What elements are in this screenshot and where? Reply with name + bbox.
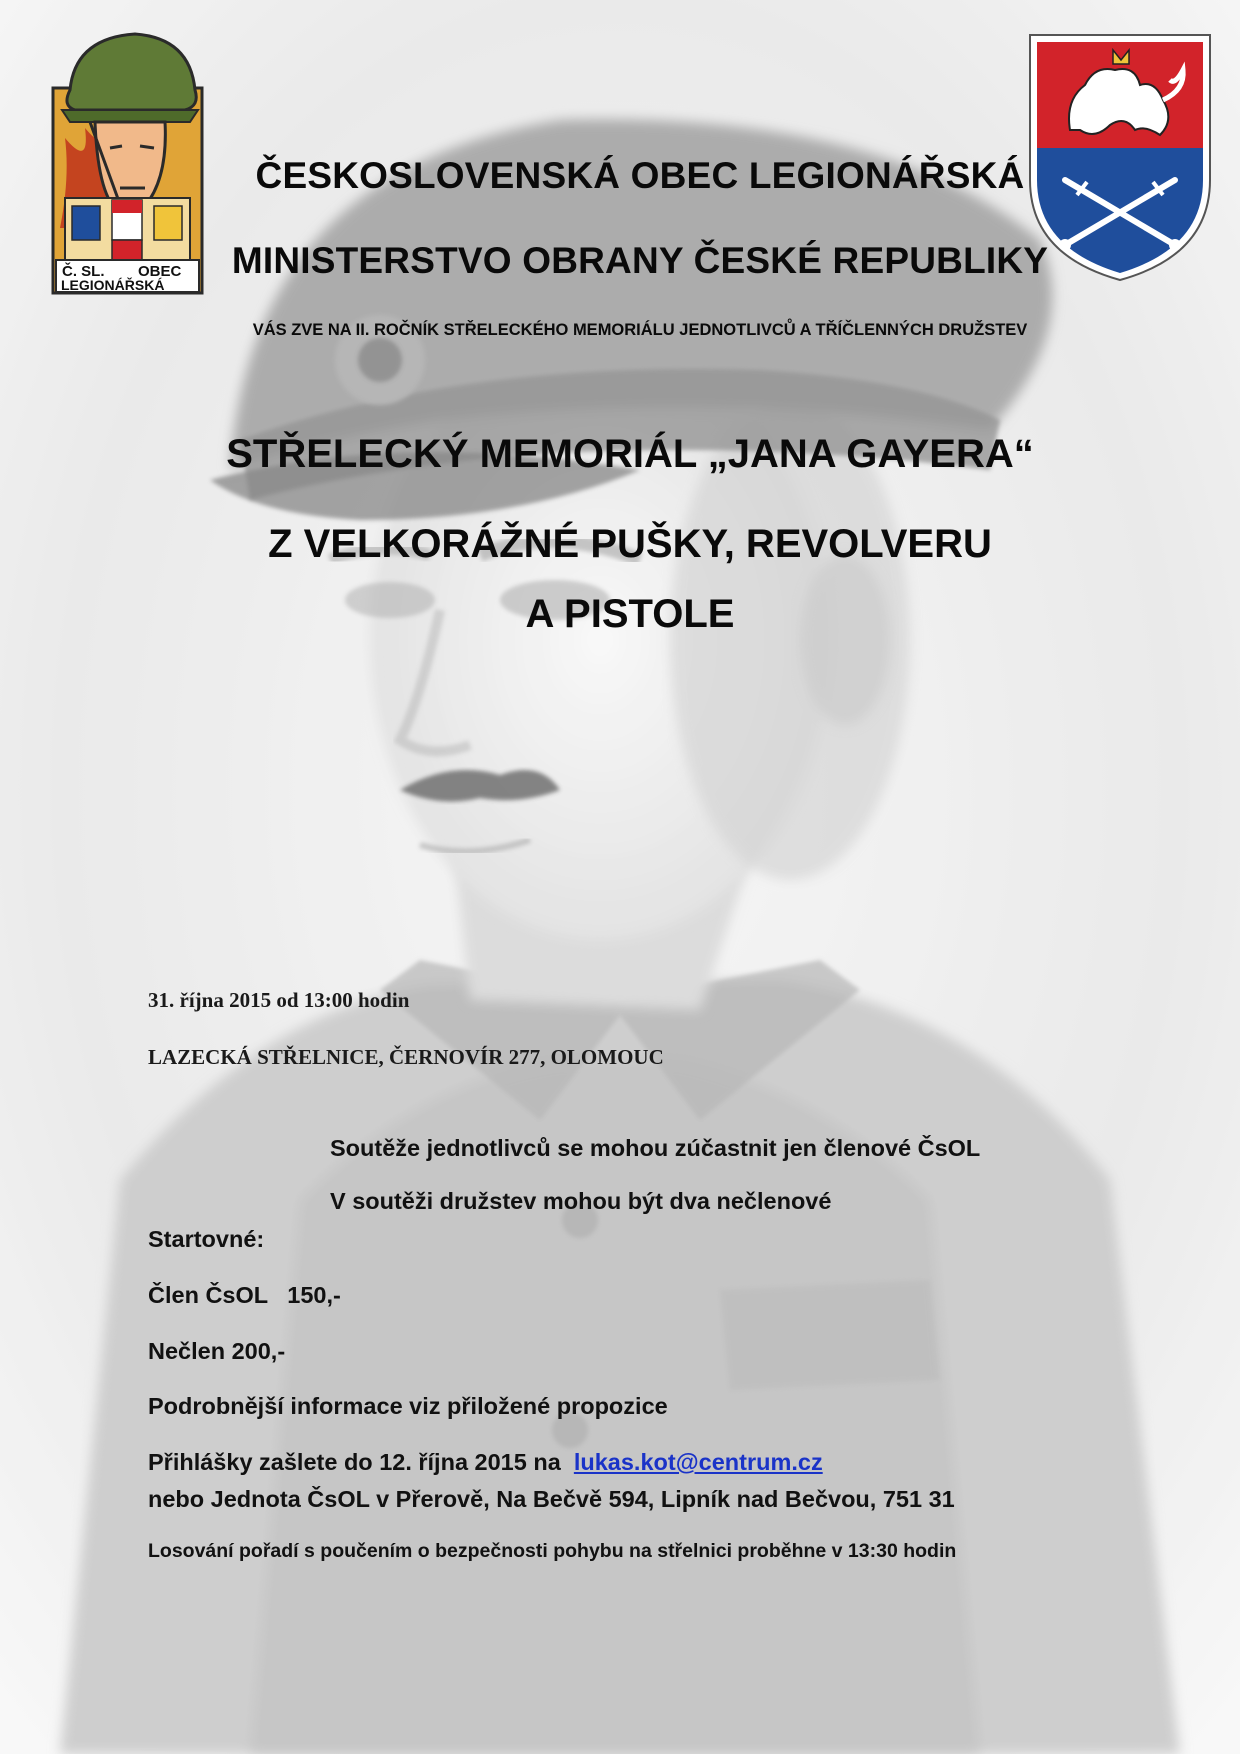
csol-logo-text-right: OBEC: [138, 263, 182, 280]
registration-line: [148, 1449, 823, 1476]
event-date: 31. října 2015 od 13:00 hodin: [148, 988, 410, 1012]
csol-logo-text-left: Č. SL.: [62, 263, 105, 280]
fee-non-member: Nečlen 200,-: [148, 1338, 286, 1364]
rule-teams: V soutěži družstev mohou být dva nečlenové: [330, 1188, 832, 1214]
fee-member: Člen ČsOL 150,-: [148, 1282, 341, 1308]
event-subtitle-line1: Z VELKORÁŽNÉ PUŠKY, REVOLVERU: [268, 522, 992, 566]
registration-prefix: Přihlášky zašlete do 12. října 2015 na: [148, 1449, 568, 1475]
event-title: STŘELECKÝ MEMORIÁL „JANA GAYERA“: [226, 432, 1034, 476]
event-subtitle-line2: A PISTOLE: [525, 592, 735, 636]
draw-note: Losování pořadí s poučením o bezpečnosti pohybu na střelnici proběhne v 13:30 hodin: [148, 1540, 957, 1562]
fee-heading: Startovné:: [148, 1226, 265, 1252]
org-title-ministry: MINISTERSTVO OBRANY ČESKÉ REPUBLIKY: [231, 240, 1049, 281]
csol-logo-text-bottom: LEGIONÁŘSKÁ: [61, 277, 165, 293]
invitation-subtitle: VÁS ZVE NA II. ROČNÍK STŘELECKÉHO MEMORIÁLU JEDNOTLIVCŮ A TŘÍČLENNÝCH DRUŽSTEV: [252, 321, 1028, 339]
rule-individuals: Soutěže jednotlivců se mohou zúčastnit jen členové ČsOL: [330, 1135, 981, 1161]
registration-alt-address: nebo Jednota ČsOL v Přerově, Na Bečvě 594, Lipník nad Bečvou, 751 31: [148, 1486, 955, 1512]
more-info-note: Podrobnější informace viz přiložené propozice: [148, 1393, 668, 1419]
email-link[interactable]: lukas.kot@centrum.cz: [573, 1449, 823, 1475]
event-venue: LAZECKÁ STŘELNICE, ČERNOVÍR 277, OLOMOUC: [148, 1045, 664, 1069]
org-title-csol: ČESKOSLOVENSKÁ OBEC LEGIONÁŘSKÁ: [255, 155, 1025, 196]
